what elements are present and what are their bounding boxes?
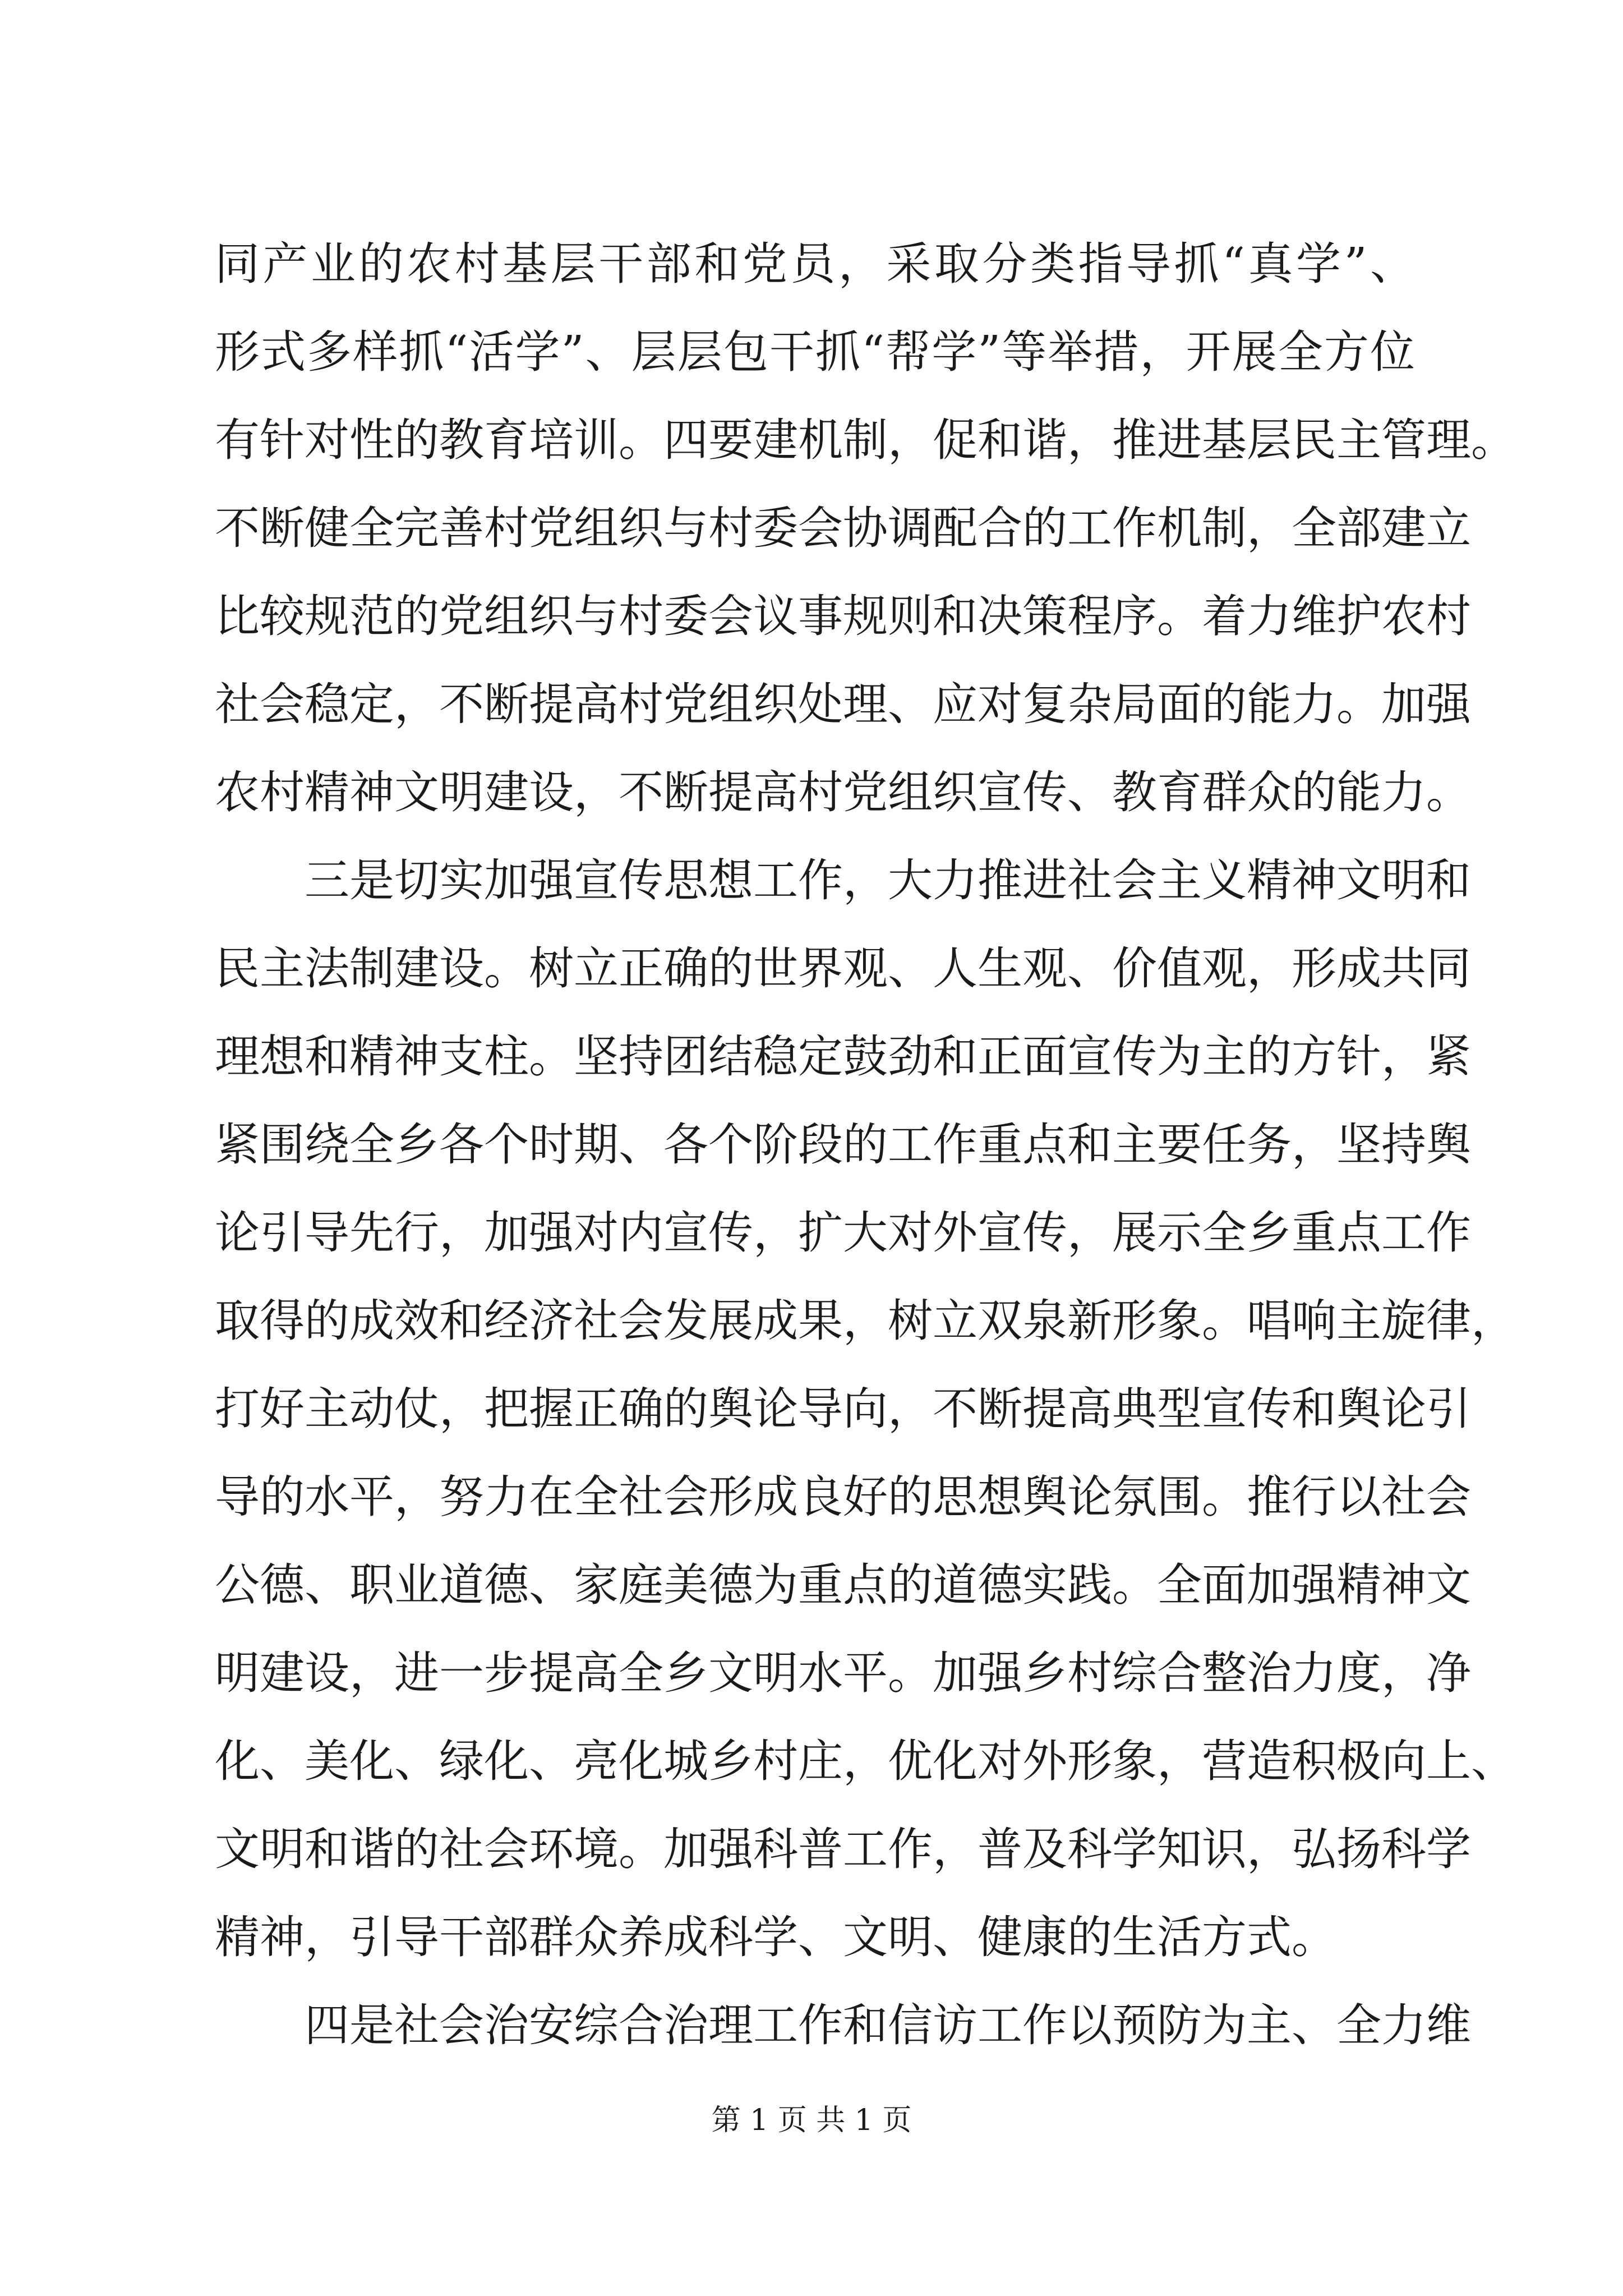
- text-line: 农村精神文明建设，不断提高村党组织宣传、教育群众的能力。: [215, 766, 1471, 818]
- paragraph-start-line: 四是社会治安综合治理工作和信访工作以预防为主、全力维: [305, 1999, 1471, 2051]
- page-footer: [0, 2098, 1623, 2143]
- text-line: 公德、职业道德、家庭美德为重点的道德实践。全面加强精神文: [215, 1559, 1471, 1611]
- document-body: [215, 220, 1516, 2069]
- page-number-label: 第 1 页 共 1 页: [711, 2104, 912, 2137]
- text-line: 明建设，进一步提高全乡文明水平。加强乡村综合整治力度，净: [215, 1647, 1471, 1699]
- text-line: 紧围绕全乡各个时期、各个阶段的工作重点和主要任务，坚持舆: [215, 1119, 1471, 1171]
- text-line: 取得的成效和经济社会发展成果，树立双泉新形象。唱响主旋律，: [215, 1295, 1516, 1347]
- text-line: 论引导先行，加强对内宣传，扩大对外宣传，展示全乡重点工作: [215, 1207, 1471, 1259]
- text-line: 同产业的农村基层干部和党员，采取分类指导抓“真学”、: [215, 238, 1415, 290]
- text-line: 理想和精神支柱。坚持团结稳定鼓劲和正面宣传为主的方针，紧: [215, 1030, 1471, 1083]
- text-line: 文明和谐的社会环境。加强科普工作，普及科学知识，弘扬科学: [215, 1823, 1471, 1875]
- text-line: 化、美化、绿化、亮化城乡村庄，优化对外形象，营造积极向上、: [215, 1735, 1516, 1787]
- text-line: 不断健全完善村党组织与村委会协调配合的工作机制，全部建立: [215, 502, 1471, 554]
- text-line: 有针对性的教育培训。四要建机制，促和谐，推进基层民主管理。: [215, 414, 1516, 466]
- text-line: 精神，引导干部群众养成科学、文明、健康的生活方式。: [215, 1911, 1336, 1963]
- paragraph-start-line: 三是切实加强宣传思想工作，大力推进社会主义精神文明和: [305, 854, 1471, 907]
- text-line: 导的水平，努力在全社会形成良好的思想舆论氛围。推行以社会: [215, 1471, 1471, 1523]
- text-line: 打好主动仗，把握正确的舆论导向，不断提高典型宣传和舆论引: [215, 1383, 1471, 1435]
- text-line: 社会稳定，不断提高村党组织处理、应对复杂局面的能力。加强: [215, 678, 1471, 730]
- text-line: 民主法制建设。树立正确的世界观、人生观、价值观，形成共同: [215, 942, 1471, 995]
- text-line: 比较规范的党组织与村委会议事规则和决策程序。着力维护农村: [215, 590, 1471, 642]
- text-line: 形式多样抓“活学”、层层包干抓“帮学”等举措，开展全方位: [215, 326, 1415, 378]
